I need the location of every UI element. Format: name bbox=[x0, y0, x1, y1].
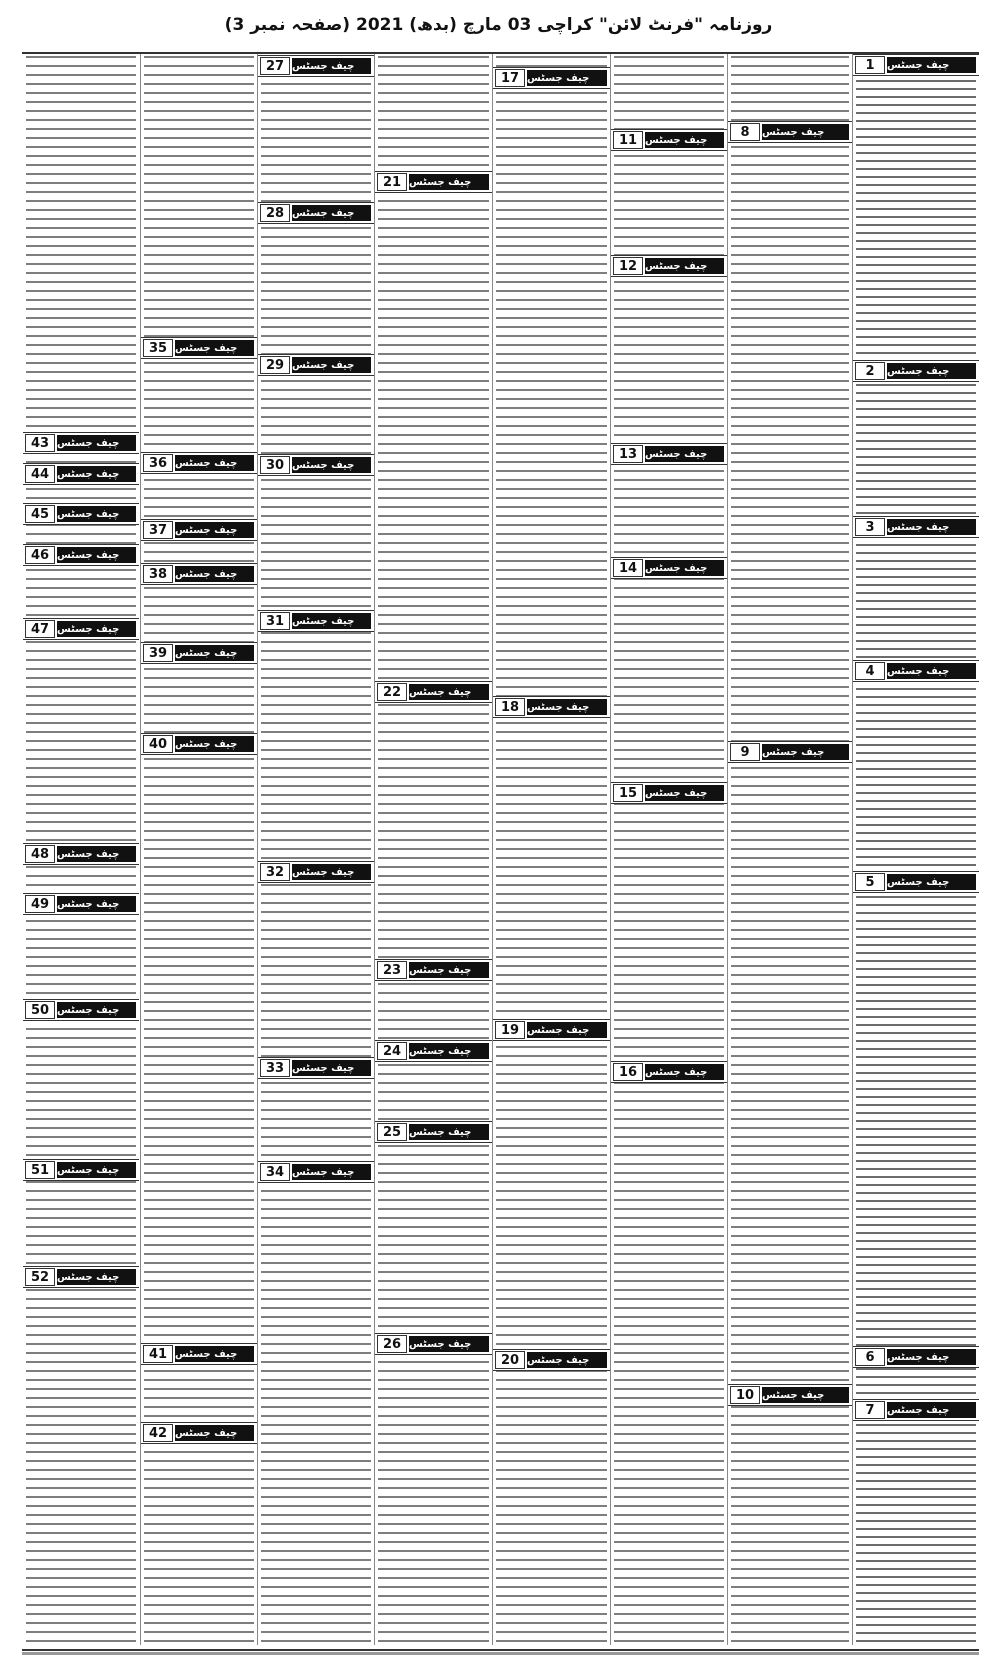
item-number: 14 bbox=[613, 559, 643, 577]
item-tag: چیف جسٹس bbox=[409, 1336, 489, 1352]
item-header bbox=[853, 54, 979, 76]
item-number: 5 bbox=[855, 873, 885, 891]
item-header bbox=[258, 202, 374, 224]
item-tag: چیف جسٹس bbox=[175, 1425, 254, 1441]
item-header bbox=[375, 1121, 492, 1143]
item-number: 47 bbox=[25, 620, 55, 638]
item-number: 43 bbox=[25, 434, 55, 452]
item-number: 20 bbox=[495, 1351, 525, 1369]
item-header bbox=[493, 696, 610, 718]
item-number: 22 bbox=[377, 683, 407, 701]
item-number: 8 bbox=[730, 123, 760, 141]
item-tag: چیف جسٹس bbox=[292, 357, 371, 373]
item-tag: چیف جسٹس bbox=[762, 124, 849, 140]
item-number: 24 bbox=[377, 1042, 407, 1060]
column-3 bbox=[610, 54, 727, 1645]
column-6 bbox=[257, 54, 374, 1645]
item-tag: چیف جسٹس bbox=[409, 174, 489, 190]
item-header bbox=[23, 463, 139, 485]
item-tag: چیف جسٹس bbox=[887, 57, 976, 73]
item-number: 40 bbox=[143, 735, 173, 753]
item-tag: چیف جسٹس bbox=[57, 846, 136, 862]
item-number: 52 bbox=[25, 1268, 55, 1286]
item-header bbox=[23, 893, 139, 915]
item-tag: چیف جسٹس bbox=[887, 519, 976, 535]
item-number: 51 bbox=[25, 1161, 55, 1179]
item-number: 44 bbox=[25, 465, 55, 483]
item-tag: چیف جسٹس bbox=[292, 1060, 371, 1076]
item-tag: چیف جسٹس bbox=[527, 699, 607, 715]
column-text bbox=[261, 54, 371, 1645]
column-4 bbox=[492, 54, 610, 1645]
item-header bbox=[493, 1019, 610, 1041]
item-tag: چیف جسٹس bbox=[887, 1402, 976, 1418]
item-header bbox=[611, 557, 727, 579]
item-header bbox=[258, 1057, 374, 1079]
item-header bbox=[141, 733, 257, 755]
item-number: 36 bbox=[143, 454, 173, 472]
item-tag: چیف جسٹس bbox=[57, 506, 136, 522]
item-header bbox=[493, 1349, 610, 1371]
column-text bbox=[378, 54, 489, 1645]
column-1 bbox=[852, 54, 979, 1645]
masthead bbox=[0, 0, 997, 48]
item-header bbox=[728, 1384, 852, 1406]
item-tag: چیف جسٹس bbox=[175, 1346, 254, 1362]
item-header bbox=[728, 121, 852, 143]
item-tag: چیف جسٹس bbox=[57, 547, 136, 563]
item-header bbox=[853, 871, 979, 893]
item-header bbox=[375, 681, 492, 703]
item-header bbox=[23, 503, 139, 525]
item-header bbox=[141, 452, 257, 474]
item-header bbox=[611, 255, 727, 277]
item-header bbox=[23, 618, 139, 640]
item-tag: چیف جسٹس bbox=[57, 1162, 136, 1178]
item-tag: چیف جسٹس bbox=[527, 70, 607, 86]
item-number: 46 bbox=[25, 546, 55, 564]
item-number: 37 bbox=[143, 521, 173, 539]
item-number: 50 bbox=[25, 1001, 55, 1019]
item-number: 9 bbox=[730, 743, 760, 761]
item-number: 42 bbox=[143, 1424, 173, 1442]
item-number: 45 bbox=[25, 505, 55, 523]
item-header bbox=[611, 1061, 727, 1083]
item-header bbox=[258, 354, 374, 376]
item-header bbox=[258, 454, 374, 476]
item-header bbox=[23, 1266, 139, 1288]
item-tag: چیف جسٹس bbox=[887, 363, 976, 379]
column-text bbox=[614, 54, 724, 1645]
item-number: 27 bbox=[260, 57, 290, 75]
item-header bbox=[375, 1333, 492, 1355]
item-number: 19 bbox=[495, 1021, 525, 1039]
item-number: 13 bbox=[613, 445, 643, 463]
item-number: 23 bbox=[377, 961, 407, 979]
item-number: 30 bbox=[260, 456, 290, 474]
item-number: 34 bbox=[260, 1163, 290, 1181]
item-header bbox=[258, 610, 374, 632]
item-header bbox=[23, 544, 139, 566]
item-header bbox=[853, 660, 979, 682]
item-header bbox=[23, 432, 139, 454]
item-header bbox=[611, 129, 727, 151]
item-header bbox=[493, 67, 610, 89]
item-tag: چیف جسٹس bbox=[175, 645, 254, 661]
bottom-rule bbox=[22, 1652, 979, 1655]
item-tag: چیف جسٹس bbox=[527, 1022, 607, 1038]
item-number: 29 bbox=[260, 356, 290, 374]
item-header bbox=[375, 959, 492, 981]
item-header bbox=[141, 642, 257, 664]
item-number: 35 bbox=[143, 339, 173, 357]
item-tag: چیف جسٹس bbox=[57, 466, 136, 482]
column-5 bbox=[374, 54, 492, 1645]
item-number: 49 bbox=[25, 895, 55, 913]
item-tag: چیف جسٹس bbox=[887, 663, 976, 679]
column-text bbox=[144, 54, 254, 1645]
item-number: 28 bbox=[260, 204, 290, 222]
item-number: 21 bbox=[377, 173, 407, 191]
item-header bbox=[141, 1343, 257, 1365]
item-number: 38 bbox=[143, 565, 173, 583]
column-text bbox=[731, 54, 849, 1645]
item-header bbox=[853, 1399, 979, 1421]
item-number: 4 bbox=[855, 662, 885, 680]
item-tag: چیف جسٹس bbox=[57, 435, 136, 451]
item-header bbox=[258, 1161, 374, 1183]
item-header bbox=[853, 516, 979, 538]
item-header bbox=[23, 843, 139, 865]
item-number: 2 bbox=[855, 362, 885, 380]
item-header bbox=[853, 360, 979, 382]
item-header bbox=[141, 519, 257, 541]
item-number: 26 bbox=[377, 1335, 407, 1353]
item-tag: چیف جسٹس bbox=[292, 205, 371, 221]
item-number: 48 bbox=[25, 845, 55, 863]
column-8 bbox=[23, 54, 139, 1645]
item-tag: چیف جسٹس bbox=[645, 1064, 724, 1080]
item-header bbox=[141, 1422, 257, 1444]
item-header bbox=[258, 861, 374, 883]
item-tag: چیف جسٹس bbox=[292, 58, 371, 74]
masthead-title: روزنامہ "فرنٹ لائن" کراچی 03 مارچ (بدھ) 2021 (صفحہ نمبر 3) bbox=[224, 14, 773, 35]
item-tag: چیف جسٹس bbox=[57, 1002, 136, 1018]
item-tag: چیف جسٹس bbox=[292, 613, 371, 629]
item-header bbox=[375, 1040, 492, 1062]
item-tag: چیف جسٹس bbox=[887, 874, 976, 890]
item-header bbox=[141, 337, 257, 359]
item-header bbox=[611, 443, 727, 465]
item-tag: چیف جسٹس bbox=[762, 1387, 849, 1403]
item-tag: چیف جسٹس bbox=[175, 455, 254, 471]
item-tag: چیف جسٹس bbox=[292, 864, 371, 880]
item-number: 10 bbox=[730, 1386, 760, 1404]
item-tag: چیف جسٹس bbox=[292, 457, 371, 473]
item-tag: چیف جسٹس bbox=[645, 446, 724, 462]
item-number: 41 bbox=[143, 1345, 173, 1363]
item-tag: چیف جسٹس bbox=[175, 340, 254, 356]
item-tag: چیف جسٹس bbox=[409, 684, 489, 700]
item-header bbox=[23, 999, 139, 1021]
item-tag: چیف جسٹس bbox=[175, 566, 254, 582]
item-number: 12 bbox=[613, 257, 643, 275]
item-tag: چیف جسٹس bbox=[57, 896, 136, 912]
item-header bbox=[728, 741, 852, 763]
item-header bbox=[611, 782, 727, 804]
item-tag: چیف جسٹس bbox=[645, 560, 724, 576]
item-tag: چیف جسٹس bbox=[645, 785, 724, 801]
item-tag: چیف جسٹس bbox=[409, 1124, 489, 1140]
item-number: 1 bbox=[855, 56, 885, 74]
item-number: 18 bbox=[495, 698, 525, 716]
item-tag: چیف جسٹس bbox=[175, 522, 254, 538]
item-number: 31 bbox=[260, 612, 290, 630]
item-tag: چیف جسٹس bbox=[527, 1352, 607, 1368]
item-header bbox=[258, 55, 374, 77]
column-text bbox=[496, 54, 607, 1645]
item-header bbox=[853, 1346, 979, 1368]
column-2 bbox=[727, 54, 852, 1645]
item-header bbox=[141, 563, 257, 585]
item-tag: چیف جسٹس bbox=[409, 962, 489, 978]
item-number: 17 bbox=[495, 69, 525, 87]
item-number: 16 bbox=[613, 1063, 643, 1081]
item-tag: چیف جسٹس bbox=[887, 1349, 976, 1365]
item-number: 7 bbox=[855, 1401, 885, 1419]
item-tag: چیف جسٹس bbox=[175, 736, 254, 752]
item-tag: چیف جسٹس bbox=[57, 621, 136, 637]
item-tag: چیف جسٹس bbox=[762, 744, 849, 760]
item-tag: چیف جسٹس bbox=[645, 132, 724, 148]
item-number: 3 bbox=[855, 518, 885, 536]
column-7 bbox=[140, 54, 257, 1645]
item-number: 32 bbox=[260, 863, 290, 881]
item-tag: چیف جسٹس bbox=[409, 1043, 489, 1059]
item-tag: چیف جسٹس bbox=[292, 1164, 371, 1180]
item-number: 11 bbox=[613, 131, 643, 149]
item-header bbox=[23, 1159, 139, 1181]
item-number: 25 bbox=[377, 1123, 407, 1141]
item-header bbox=[375, 171, 492, 193]
item-tag: چیف جسٹس bbox=[57, 1269, 136, 1285]
item-tag: چیف جسٹس bbox=[645, 258, 724, 274]
item-number: 15 bbox=[613, 784, 643, 802]
item-number: 33 bbox=[260, 1059, 290, 1077]
item-number: 6 bbox=[855, 1348, 885, 1366]
item-number: 39 bbox=[143, 644, 173, 662]
